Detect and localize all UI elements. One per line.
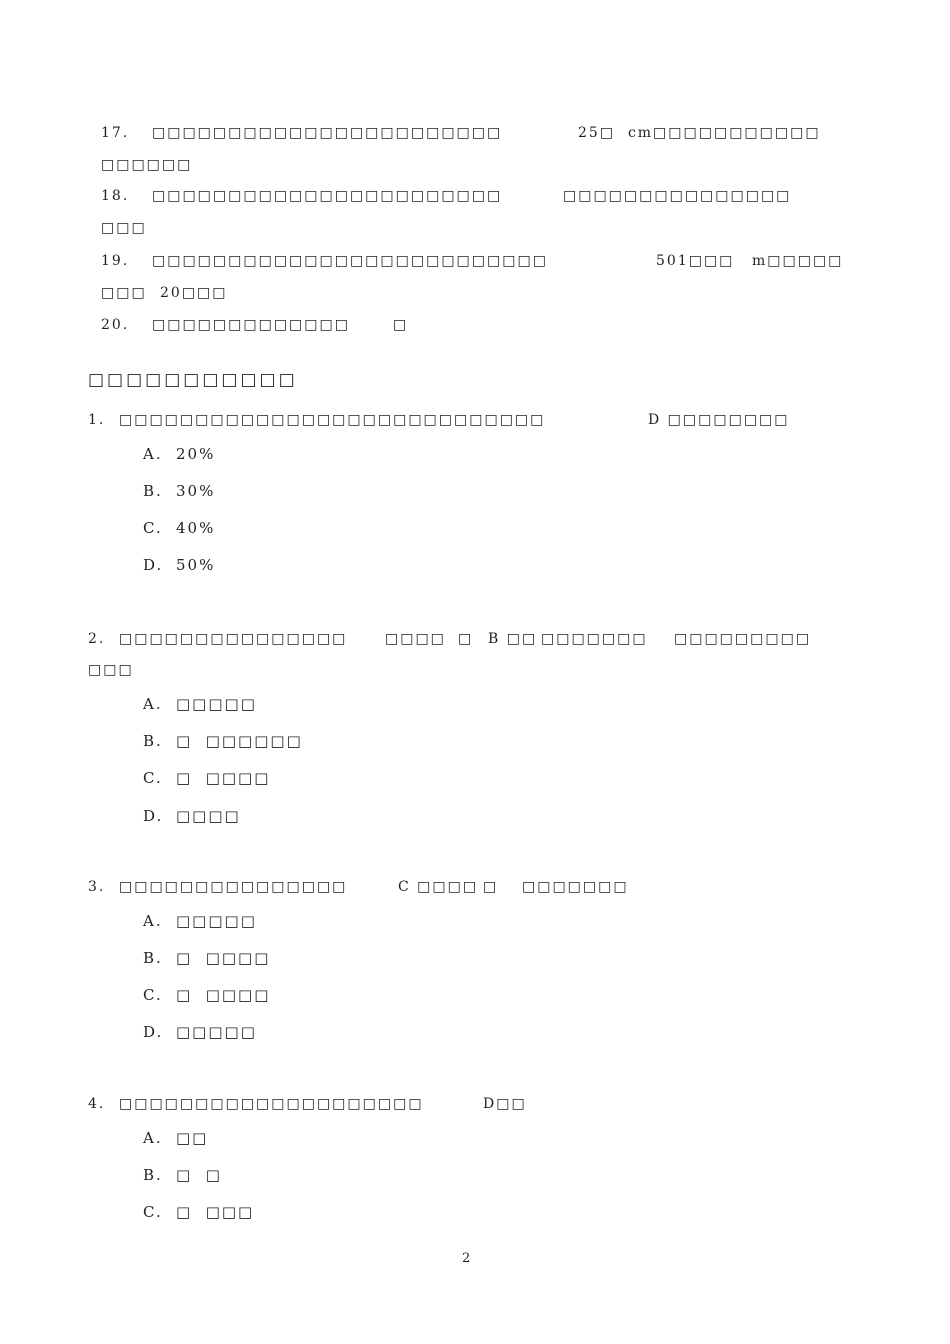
question-3-option-a-text: □□□□□ (176, 912, 257, 930)
item-20-text: □□□□□□□□□□□□□ (152, 317, 350, 333)
question-2-option-c-letter: C. (143, 769, 163, 787)
question-4-option-c-letter: C. (143, 1203, 163, 1221)
question-3-option-d-letter: D. (143, 1023, 164, 1041)
question-1-option-c-text: 40% (176, 519, 216, 537)
question-3-option-c-letter: C. (143, 986, 163, 1004)
question-4-number: 4. (88, 1096, 106, 1112)
item-18-continuation: □□□ (101, 220, 147, 236)
item-19-continuation-a: □□□ (101, 285, 147, 301)
question-2-option-b-letter: B. (143, 732, 163, 750)
question-1-number: 1. (88, 412, 106, 428)
question-3-option-a-letter: A. (143, 912, 163, 930)
question-1-option-a-text: 20% (176, 445, 216, 463)
question-1-option-d-letter: D. (143, 556, 164, 574)
item-18-number: 18. (101, 188, 130, 204)
question-2-text: □□□□□□□□□□□□□□□ (119, 631, 348, 647)
question-4-option-a-letter: A. (143, 1129, 163, 1147)
question-4-answer-text: D□□ (483, 1096, 527, 1112)
item-17-number: 17. (101, 125, 130, 141)
item-18-text: □□□□□□□□□□□□□□□□□□□□□□□ (152, 188, 503, 204)
question-2-continuation: □□□ (88, 662, 134, 678)
question-2-option-a-letter: A. (143, 695, 163, 713)
question-3-option-b-text: □ □□□□ (176, 949, 271, 967)
question-3-number: 3. (88, 879, 106, 895)
item-19-text-right-b: m□□□□□ (752, 253, 844, 269)
question-3-answer-text: C □□□□ (398, 879, 479, 895)
question-4-text: □□□□□□□□□□□□□□□□□□□□ (119, 1096, 424, 1112)
question-2-text-b: □□□□ (385, 631, 446, 647)
question-3-option-d-text: □□□□□ (176, 1023, 257, 1041)
question-4-option-a-text: □□ (176, 1129, 209, 1147)
question-2-option-b-text: □ □□□□□□ (176, 732, 303, 750)
question-4-option-c-text: □ □□□ (176, 1203, 255, 1221)
question-1-option-d-text: 50% (176, 556, 216, 574)
item-19-text-right-a: 501□□□ (656, 253, 735, 269)
question-2-text-e: □□□□□□□ (541, 631, 648, 647)
question-2-text-c: □ (458, 631, 474, 647)
question-3-option-b-letter: B. (143, 949, 163, 967)
item-20-number: 20. (101, 317, 130, 333)
question-1-answer-text: D □□□□□□□□ (648, 412, 790, 428)
question-2-option-a-text: □□□□□ (176, 695, 257, 713)
item-19-continuation-b: 20□□□ (160, 285, 228, 301)
item-17-continuation: □□□□□□ (101, 157, 193, 173)
question-1-option-c-letter: C. (143, 519, 163, 537)
item-17-text: □□□□□□□□□□□□□□□□□□□□□□□ (152, 125, 503, 141)
question-1-option-b-letter: B. (143, 482, 163, 500)
item-17-text-right: 25□ cm□□□□□□□□□□□ (578, 125, 821, 141)
question-2-option-c-text: □ □□□□ (176, 769, 271, 787)
question-4-option-b-letter: B. (143, 1166, 163, 1184)
question-2-option-d-text: □□□□ (176, 807, 241, 825)
item-19-number: 19. (101, 253, 130, 269)
question-2-answer-text: B □□ (488, 631, 538, 647)
question-1-option-b-text: 30% (176, 482, 216, 500)
question-1-option-a-letter: A. (143, 445, 163, 463)
item-20-text-right: □ (393, 317, 409, 333)
question-2-number: 2. (88, 631, 106, 647)
question-2-option-d-letter: D. (143, 807, 164, 825)
question-3-text: □□□□□□□□□□□□□□□ (119, 879, 348, 895)
item-18-text-right: □□□□□□□□□□□□□□□ (563, 188, 792, 204)
section-title: □□□□□□□□□□□ (88, 370, 298, 390)
question-1-text: □□□□□□□□□□□□□□□□□□□□□□□□□□□□ (119, 412, 546, 428)
page-number: 2 (462, 1251, 471, 1266)
item-19-text: □□□□□□□□□□□□□□□□□□□□□□□□□□ (152, 253, 548, 269)
question-3-text-d: □□□□□□□ (522, 879, 629, 895)
question-4-option-b-text: □ □ (176, 1166, 222, 1184)
question-3-text-c: □ (483, 879, 499, 895)
question-2-text-f: □□□□□□□□□ (674, 631, 812, 647)
question-3-option-c-text: □ □□□□ (176, 986, 271, 1004)
